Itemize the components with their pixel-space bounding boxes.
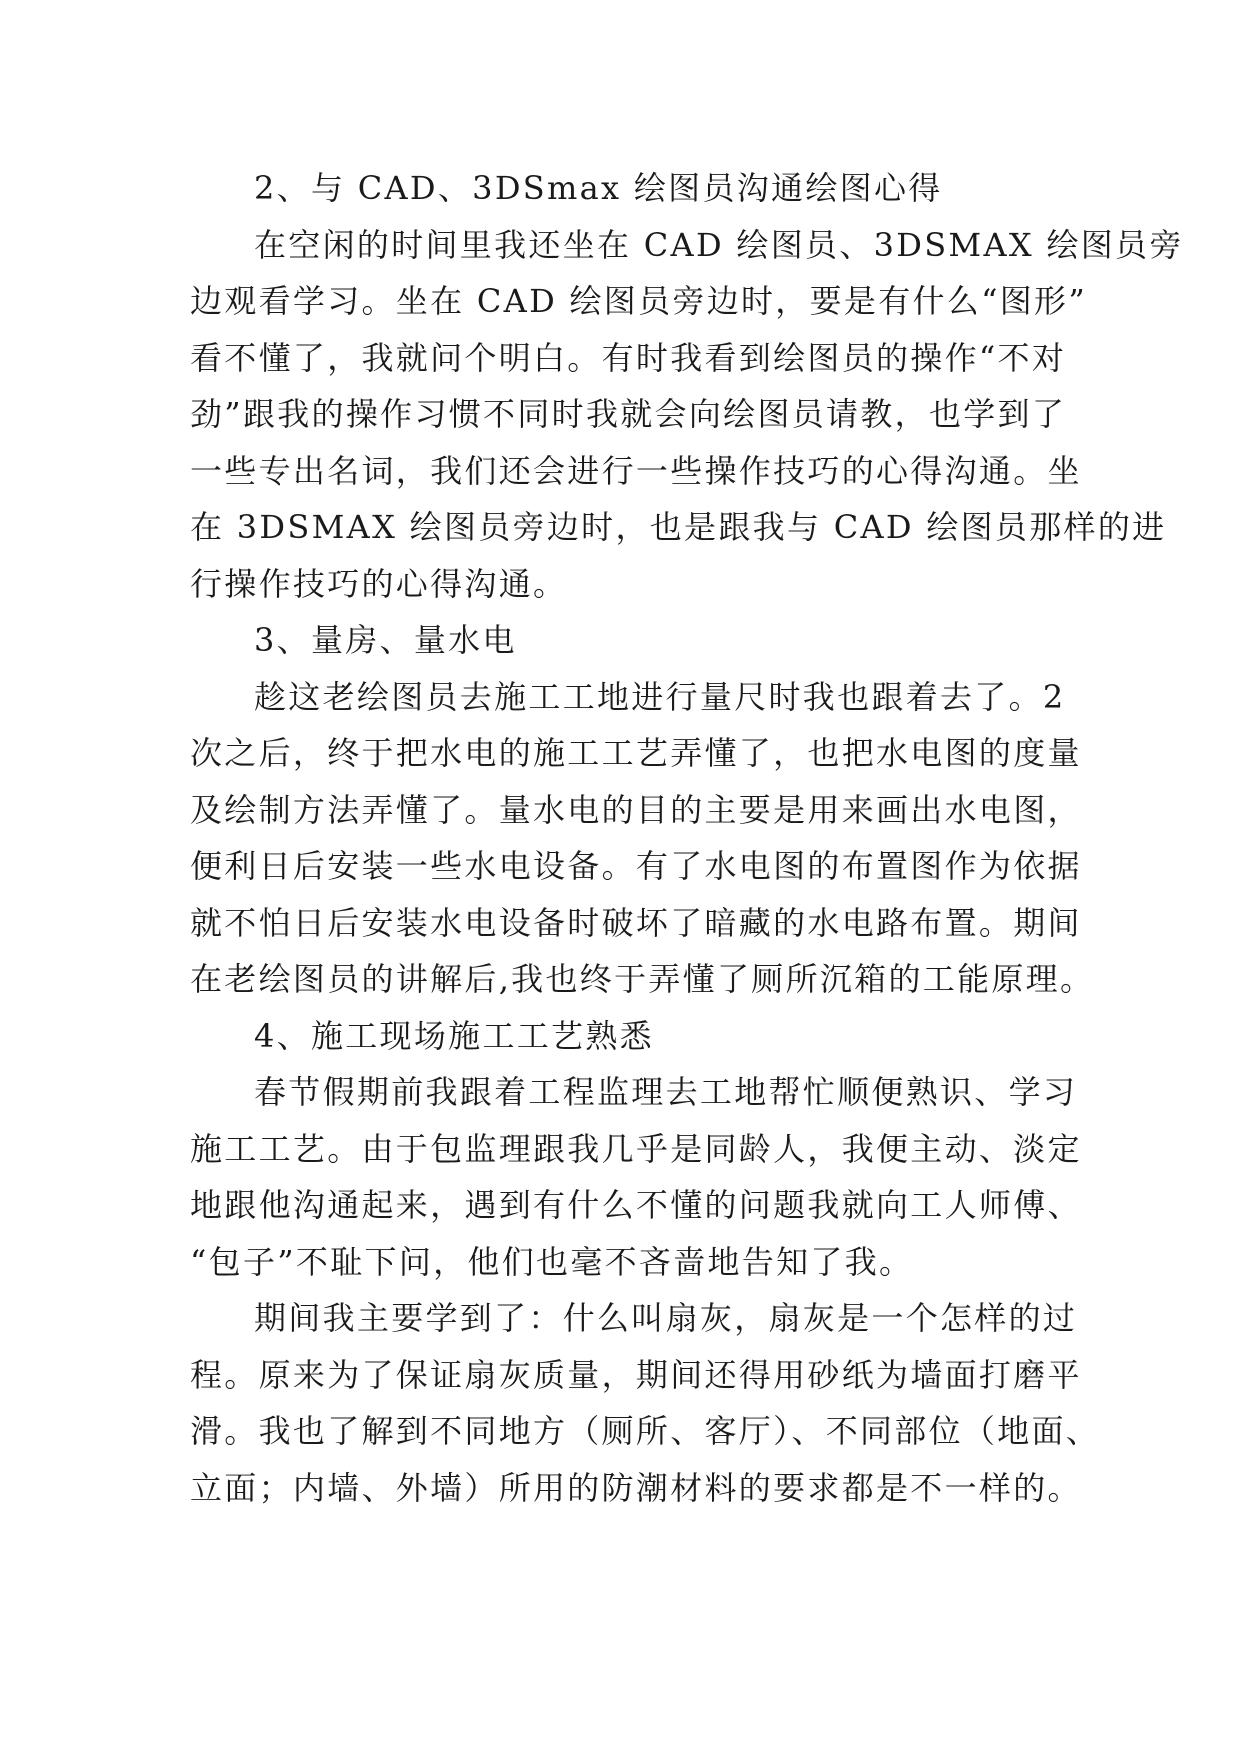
paragraph-line: 期间我主要学到了：什么叫扇灰，扇灰是一个怎样的过 [254, 1299, 1078, 1337]
paragraph-line: 在老绘图员的讲解后,我也终于弄懂了厕所沉箱的工能原理。 [190, 960, 1095, 998]
paragraph-line: 立面；内墙、外墙）所用的防潮材料的要求都是不一样的。 [190, 1468, 1082, 1507]
paragraph-line: 边观看学习。坐在 CAD 绘图员旁边时，要是有什么“图形” [190, 282, 1088, 320]
paragraph-line: 看不懂了，我就问个明白。有时我看到绘图员的操作“不对 [190, 338, 1067, 377]
paragraph-line: 程。原来为了保证扇灰质量，期间还得用砂纸为墙面打磨平 [190, 1355, 1082, 1394]
paragraph-line: 在空闲的时间里我还坐在 CAD 绘图员、3DSMAX 绘图员旁 [254, 225, 1184, 264]
paragraph-line: 施工工艺。由于包监理跟我几乎是同龄人，我便主动、淡定 [190, 1129, 1082, 1168]
section-heading: 4、施工现场施工工艺熟悉 [254, 1016, 654, 1055]
paragraph-line: “包子”不耻下问，他们也毫不吝啬地告知了我。 [190, 1242, 914, 1281]
paragraph-line: 春节假期前我跟着工程监理去工地帮忙顺便熟识、学习 [254, 1073, 1078, 1111]
document-page [190, 160, 1184, 1516]
paragraph-line: 及绘制方法弄懂了。量水电的目的主要是用来画出水电图， [190, 790, 1082, 829]
paragraph-line: 便利日后安装一些水电设备。有了水电图的布置图作为依据 [190, 847, 1082, 885]
paragraph-line: 趁这老绘图员去施工工地进行量尺时我也跟着去了。2 [254, 677, 1066, 716]
section-heading: 3、量房、量水电 [254, 621, 517, 659]
paragraph-line: 在 3DSMAX 绘图员旁边时，也是跟我与 CAD 绘图员那样的进 [190, 508, 1167, 546]
paragraph-line: 一些专出名词，我们还会进行一些操作技巧的心得沟通。坐 [190, 451, 1082, 490]
paragraph-line: 地跟他沟通起来，遇到有什么不懂的问题我就向工人师傅、 [190, 1186, 1082, 1224]
paragraph-line: 滑。我也了解到不同地方（厕所、客厅）、不同部位（地面、 [190, 1412, 1101, 1450]
paragraph-line: 就不怕日后安装水电设备时破坏了暗藏的水电路布置。期间 [190, 903, 1082, 942]
paragraph-line: 劲”跟我的操作习惯不同时我就会向绘图员请教，也学到了 [190, 395, 1067, 433]
section-heading: 2、与 CAD、3DSmax 绘图员沟通绘图心得 [254, 169, 943, 207]
paragraph-line: 行操作技巧的心得沟通。 [190, 564, 568, 603]
paragraph-line: 次之后，终于把水电的施工工艺弄懂了，也把水电图的度量 [190, 734, 1082, 772]
